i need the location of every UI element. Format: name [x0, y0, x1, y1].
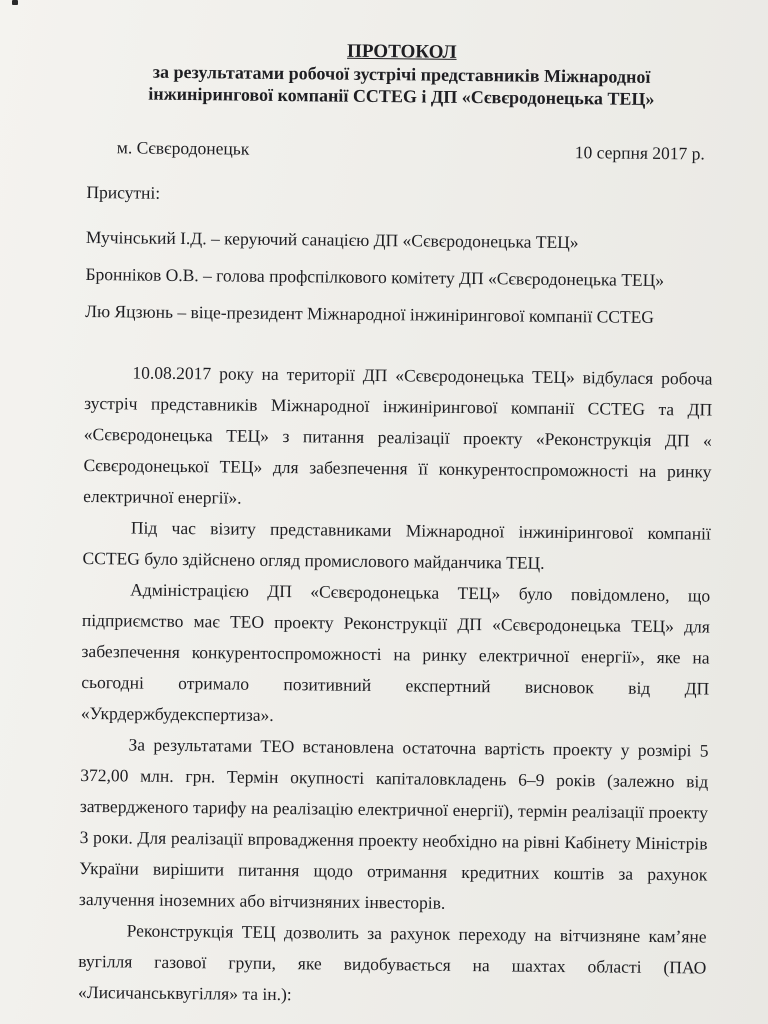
document-title: ПРОТОКОЛ	[346, 40, 457, 63]
city: м. Сєвєродонецьк	[116, 137, 250, 159]
staple-mark	[12, 0, 18, 5]
paragraph-1: 10.08.2017 року на території ДП «Сєвєродонецька ТЕЦ» відбулася робоча зустріч представників Міжнародної інжинірингової компанії CCTEG та ДП «Сєвєродонецька ТЕЦ» з питання реалізації проекту «Реконструкція ДП « Сєвєродонецької ТЕЦ» для забезпечення її конкурентоспроможності на ринку електричної енергії».	[83, 362, 713, 508]
document-subtitle-line1: за результатами робочої зустрічі представників Міжнародної	[152, 61, 651, 87]
attendee-1: Мучінський І.Д. – керуючий санацією ДП «Сєвєродонецька ТЕЦ»	[85, 226, 579, 253]
attendee-2: Бронніков О.В. – голова профспілкового комітету ДП «Сєвєродонецька ТЕЦ»	[85, 263, 665, 291]
paragraph-3: Адміністрацією ДП «Сєвєродонецька ТЕЦ» було повідомлено, що підприємство має ТЕО проекту Реконструкції ДП «Сєвєродонецька ТЕЦ» для забезпечення конкурентоспроможності на ринку електричної енергії», яке на сьогодні отримало позитивний експертний висновок від ДП «Укрдержбудекспертиза».	[80, 579, 711, 725]
paragraph-4: За результатами ТЕО встановлена остаточна вартість проекту у розмірі 5 372,00 млн. грн. Термін окупності капіталовкладень 6–9 років (залежно від затвердженого тарифу на реалізацію електричної енергії), термін реалізації проекту 3 роки. Для реалізації впровадження проекту необхідно на рівні Кабінету Міністрів України вирішити питання щодо отримання кредитних коштів за рахунок залучення іноземних або вітчизняних інвесторів.	[78, 734, 709, 913]
document-subtitle-line2: інжинірингової компанії CCTEG і ДП «Сєвєродонецька ТЕЦ»	[148, 83, 655, 109]
paragraph-5: Реконструкція ТЕЦ дозволить за рахунок переходу на вітчизняне кам’яне вугілля газової групи, яке видобувається на шахтах області (ПАО «Лисичанськвугілля» та ін.):	[77, 920, 707, 1005]
document-body	[78, 38, 716, 1015]
present-label: Присутні:	[86, 181, 161, 203]
paragraph-2: Під час візиту представниками Міжнародної інжинірингової компанії CCTEG було здійснено огляд промислового майданчика ТЕЦ.	[82, 517, 711, 573]
date: 10 серпня 2017 р.	[574, 142, 705, 164]
attendee-3: Лю Яцзюнь – віце-президент Міжнародної інжинірингової компанії CCTEG	[85, 300, 655, 327]
place-date-row	[87, 132, 715, 170]
